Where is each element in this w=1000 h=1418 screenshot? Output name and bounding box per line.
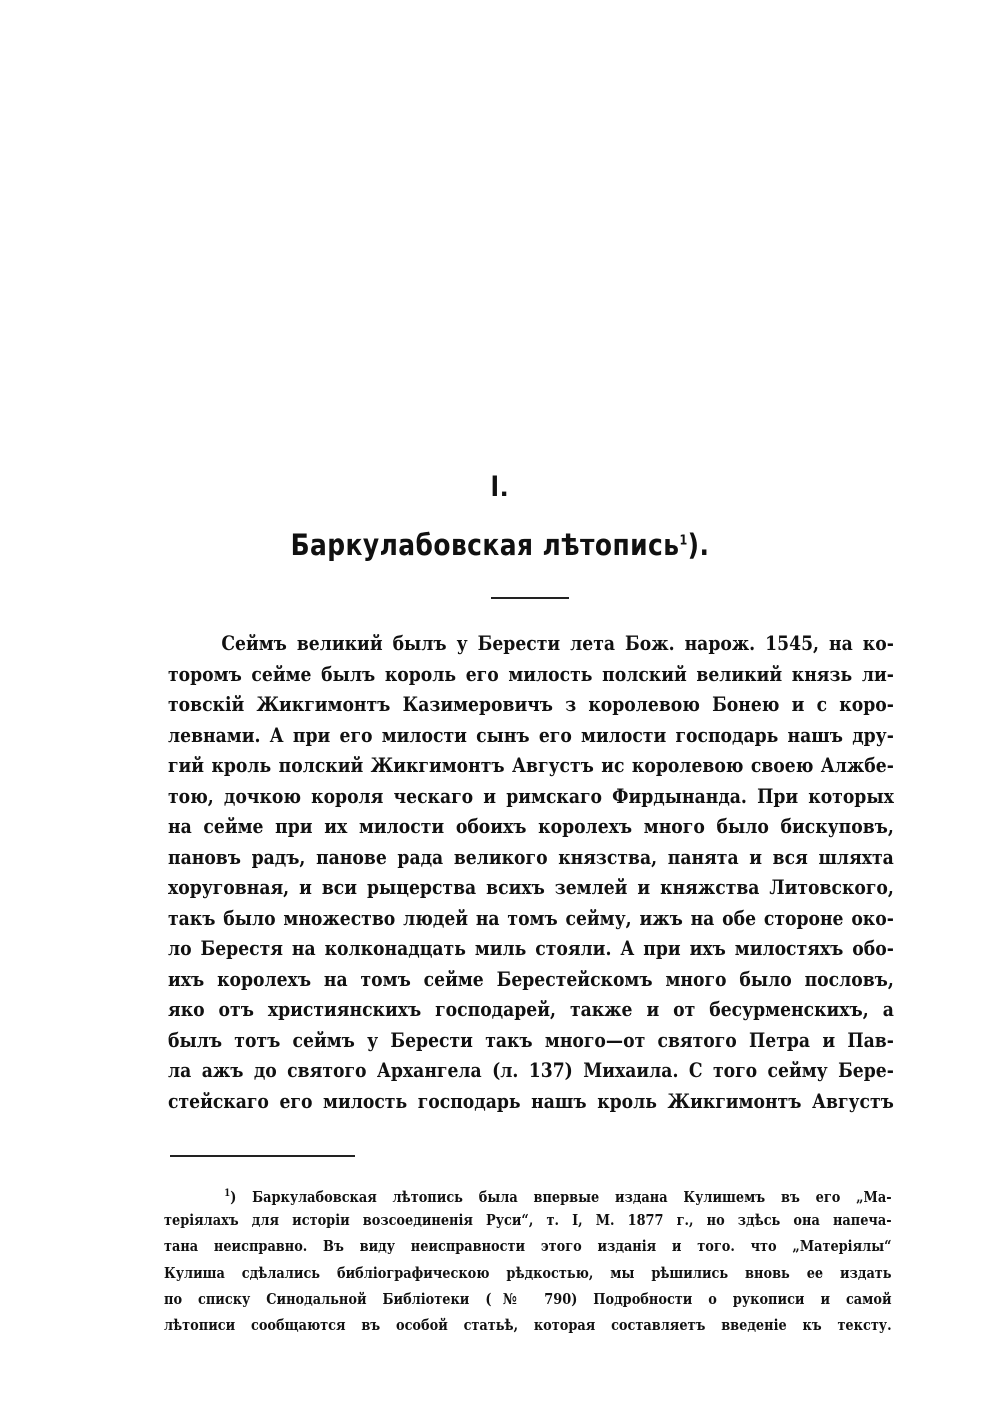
text-line: торомъ сейме былъ король его милость полский великий князь ли- bbox=[168, 661, 894, 686]
footnote-marker-close: ) bbox=[230, 1188, 237, 1206]
chapter-title-text: Баркулабовская лѣтопись bbox=[290, 528, 680, 562]
footnote-line: по списку Синодальной Библіотеки (№ 790) Подробности о рукописи и самой bbox=[164, 1289, 892, 1308]
footnote-line bbox=[164, 1181, 892, 1207]
text-line: Сеймъ великий былъ у Берести лета Бож. нарож. 1545, на ко- bbox=[221, 631, 894, 655]
footnote-text: Баркулабовская лѣтопись была впервые издана Кулишемъ въ его „Ма- bbox=[252, 1188, 892, 1206]
body-text bbox=[168, 628, 894, 1116]
footnote-marker: 1 bbox=[224, 1188, 231, 1199]
chapter-number: I. bbox=[490, 470, 510, 503]
text-line: ихъ королехъ на томъ сейме Берестейскомъ много было пословъ, bbox=[168, 966, 894, 991]
text-line: стейскаго его милость господарь нашъ кроль Жикгимонтъ Августъ bbox=[168, 1088, 894, 1113]
text-line: такъ было множество людей на томъ сейму, ижъ на обе стороне око- bbox=[168, 905, 894, 930]
footnote-reference: 1 bbox=[679, 533, 688, 549]
text-line: былъ тотъ сеймъ у Берести такъ много—от святого Петра и Пав- bbox=[168, 1027, 894, 1052]
chapter-title bbox=[70, 528, 930, 562]
footnote bbox=[164, 1181, 892, 1338]
footnote-line: теріялахъ для исторіи возсоединенія Руси“, т. I, М. 1877 г., но здѣсь она напеча- bbox=[164, 1211, 892, 1230]
text-line: ло Берестя на колконадцать миль стояли. А при ихъ милостяхъ обо- bbox=[168, 936, 894, 960]
text-line: ла ажъ до святого Архангела (л. 137) Михаила. С того сейму Бере- bbox=[168, 1058, 894, 1082]
title-divider bbox=[491, 597, 569, 599]
text-line: яко отъ християнскихъ господарей, также и от бесурменскихъ, а bbox=[168, 997, 894, 1021]
text-line: левнами. А при его милости сынъ его милости господарь нашъ дру- bbox=[168, 722, 894, 747]
footnote-line: Кулиша сдѣлались библіографическою рѣдкостью, мы рѣшились вновь ее издать bbox=[164, 1263, 892, 1282]
footnote-line: лѣтописи сообщаются въ особой статьѣ, которая составляетъ введеніе къ тексту. bbox=[164, 1315, 892, 1334]
chapter-title-punctuation: ). bbox=[687, 528, 710, 562]
text-line: на сейме при их милости обоихъ королехъ много было бискуповъ, bbox=[168, 814, 894, 838]
footnote-line: тана неисправно. Въ виду неисправности этого изданія и того. что „Матеріялы“ bbox=[164, 1237, 892, 1256]
text-line: гий кроль полский Жикгимонтъ Августъ ис королевою своею Алжбе- bbox=[168, 753, 894, 777]
footnote-divider bbox=[170, 1155, 355, 1157]
text-line: товскій Жикгимонтъ Казимеровичъ з королевою Бонею и с коро- bbox=[168, 692, 894, 716]
text-line: хоруговная, и вси рыцерства всихъ землей и княжства Литовского, bbox=[168, 875, 894, 899]
text-line: тою, дочкою короля ческаго и римскаго Фирдынанда. При которых bbox=[168, 783, 894, 808]
text-line: пановъ радъ, панове рада великого князства, панята и вся шляхта bbox=[168, 844, 894, 869]
